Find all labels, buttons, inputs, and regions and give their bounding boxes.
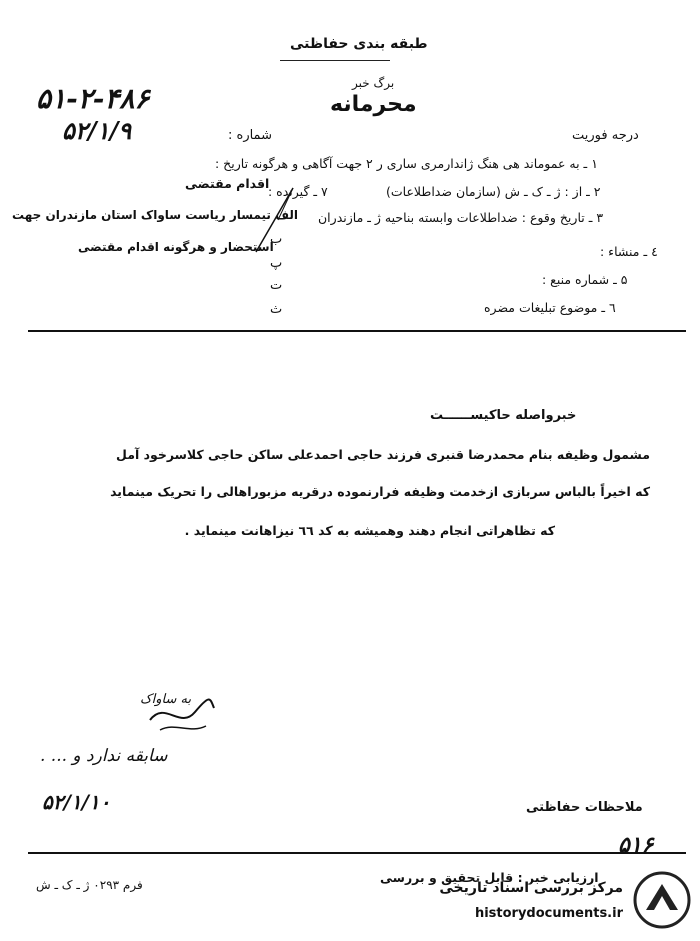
watermark-logo-icon [632,870,692,930]
field-3-continuation: استحضار و هرگونه اقدام مقتضی [78,240,274,254]
form-number: فرم ۰۲۹۳ ژ ـ ک ـ ش [36,878,143,892]
field-1-extra: اقدام مقتضی [185,176,270,191]
body-line-3: که تظاهراتی انجام دهند وهمیشه به کد ٦٦ نیزاهانت مینماید . [184,523,555,538]
annotation-line-2: سابقه ندارد و ... . [40,746,168,766]
classification-title: طبقه بندی حفاظتی [290,36,428,52]
watermark-title: مرکز بررسی اسناد تاریخی [439,880,623,896]
body-line-1: مشمول وظیفه بنام محمدرضا قنبری فرزند حاجی احمدعلی ساکن حاجی کلاسرخود آمل [116,447,650,462]
handwritten-number: ۵۱-۲-۴۸۶ [36,82,150,115]
field-7: ۷ ـ گیرنده : [268,184,328,199]
bottom-divider [28,852,686,854]
sheet-type: برگ خبر [352,76,395,90]
body-line-2: که اخیراً بالباس سربازی ازخدمت وظیفه فرارنموده درقریه مزبوراهالی را تحریک مینماید [110,484,650,499]
field-3-recipient: الف تیمسار ریاست ساواک استان مازندران جهت [12,208,299,222]
annotation-date: ۵۲/۱/۱۰ [42,790,111,814]
body-salutation: خبرواصله حاکیســــــت [430,408,577,423]
urgency-label: درجه فوریت [572,128,639,143]
field-5: ۵ ـ شماره منبع : [542,272,628,287]
field-3: ۳ ـ تاریخ وقوع : ضداطلاعات وابسته بناحیه ژ ـ مازندران [318,210,604,225]
top-divider [28,330,686,332]
handwritten-date: ۵۲/۱/۹ [62,116,132,145]
recipient-letter-s: ث [270,302,283,317]
confidential-stamp: محرمانه [330,92,417,117]
field-6: ٦ ـ موضوع تبلیغات مضره [484,300,616,315]
number-label: شماره : [228,128,272,143]
bracket-mark [238,180,298,260]
watermark [400,866,695,936]
watermark-url: historydocuments.ir [474,906,623,921]
recipient-letter-t: ت [270,278,283,293]
classification-underline [280,60,390,61]
field-2: ۲ ـ از : ژ ـ ک ـ ش (سازمان ضداطلاعات) [386,184,601,199]
news-evaluation: ارزیابی خبر : قابل تحقیق و بررسی [380,870,599,885]
protection-notes-label: ملاحظات حفاظتی [526,800,643,815]
annotation-line-1: به ساواک [140,692,192,707]
corner-number: ۵۱۶ [618,832,654,858]
field-4: ٤ ـ منشاء : [600,244,658,259]
recipient-letter-b: ب [270,232,283,247]
recipient-letter-p: پ [270,256,283,271]
field-1: ۱ ـ به عموماند هی هنگ ژاندارمری ساری ر ۲ جهت آگاهی و هرگونه تاریخ : [215,156,598,171]
